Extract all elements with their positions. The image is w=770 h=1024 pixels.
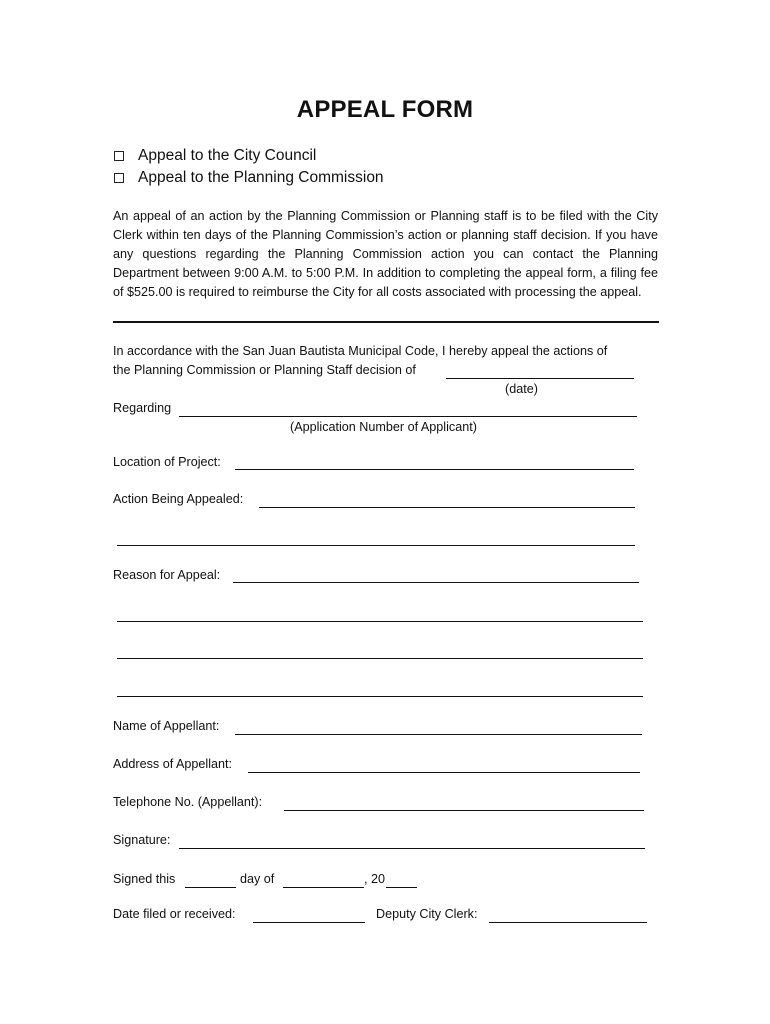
- name-field[interactable]: [235, 734, 642, 735]
- statement-line-1: In accordance with the San Juan Bautista Municipal Code, I hereby appeal the actions of: [113, 344, 608, 358]
- location-label: Location of Project:: [113, 455, 221, 469]
- intro-paragraph: An appeal of an action by the Planning Commission or Planning staff is to be filed with the City Clerk within ten days of the Planning Commission’s action or planning staff decision. If you have any questions regarding the Planning Commission action you can contact the Planning Department between 9:00 A.M. to 5:00 P.M. In addition to completing the appeal form, a filing fee of $525.00 is required to reimburse the City for all costs associated with processing the appeal.: [113, 209, 658, 299]
- signed-this-label: Signed this: [113, 872, 176, 886]
- telephone-label: Telephone No. (Appellant):: [113, 795, 263, 809]
- decision-date-field[interactable]: [446, 378, 634, 379]
- checkbox-icon[interactable]: [114, 173, 124, 183]
- telephone-field[interactable]: [284, 810, 644, 811]
- date-filed-field[interactable]: [253, 922, 365, 923]
- action-label: Action Being Appealed:: [113, 492, 244, 506]
- year-prefix-label: , 20: [364, 872, 386, 886]
- regarding-field[interactable]: [179, 416, 637, 417]
- deputy-clerk-field[interactable]: [489, 922, 647, 923]
- signed-year-field[interactable]: [386, 887, 417, 888]
- date-caption: (date): [505, 382, 538, 396]
- statement-line-2: the Planning Commission or Planning Staff decision of: [113, 363, 416, 377]
- location-field[interactable]: [235, 469, 634, 470]
- action-field[interactable]: [259, 507, 635, 508]
- application-caption: (Application Number of Applicant): [290, 420, 477, 434]
- action-field-continuation[interactable]: [117, 545, 635, 546]
- address-label: Address of Appellant:: [113, 757, 233, 771]
- checkbox-icon[interactable]: [114, 151, 124, 161]
- address-field[interactable]: [248, 772, 640, 773]
- option-city-council[interactable]: [113, 147, 316, 165]
- option-planning-commission[interactable]: [113, 169, 384, 187]
- deputy-clerk-label: Deputy City Clerk:: [376, 907, 478, 921]
- section-divider: [113, 321, 659, 323]
- name-label: Name of Appellant:: [113, 719, 220, 733]
- day-of-label: day of: [240, 872, 275, 886]
- date-filed-label: Date filed or received:: [113, 907, 236, 921]
- reason-label: Reason for Appeal:: [113, 568, 221, 582]
- form-title: APPEAL FORM: [296, 96, 474, 123]
- option-label: Appeal to the Planning Commission: [138, 169, 384, 186]
- signed-day-field[interactable]: [185, 887, 236, 888]
- reason-field-continuation[interactable]: [117, 696, 643, 697]
- signature-field[interactable]: [179, 848, 645, 849]
- regarding-label: Regarding: [113, 401, 172, 415]
- signature-label: Signature:: [113, 833, 171, 847]
- signed-month-field[interactable]: [283, 887, 364, 888]
- option-label: Appeal to the City Council: [138, 147, 317, 164]
- reason-field[interactable]: [233, 582, 639, 583]
- reason-field-continuation[interactable]: [117, 658, 643, 659]
- reason-field-continuation[interactable]: [117, 621, 643, 622]
